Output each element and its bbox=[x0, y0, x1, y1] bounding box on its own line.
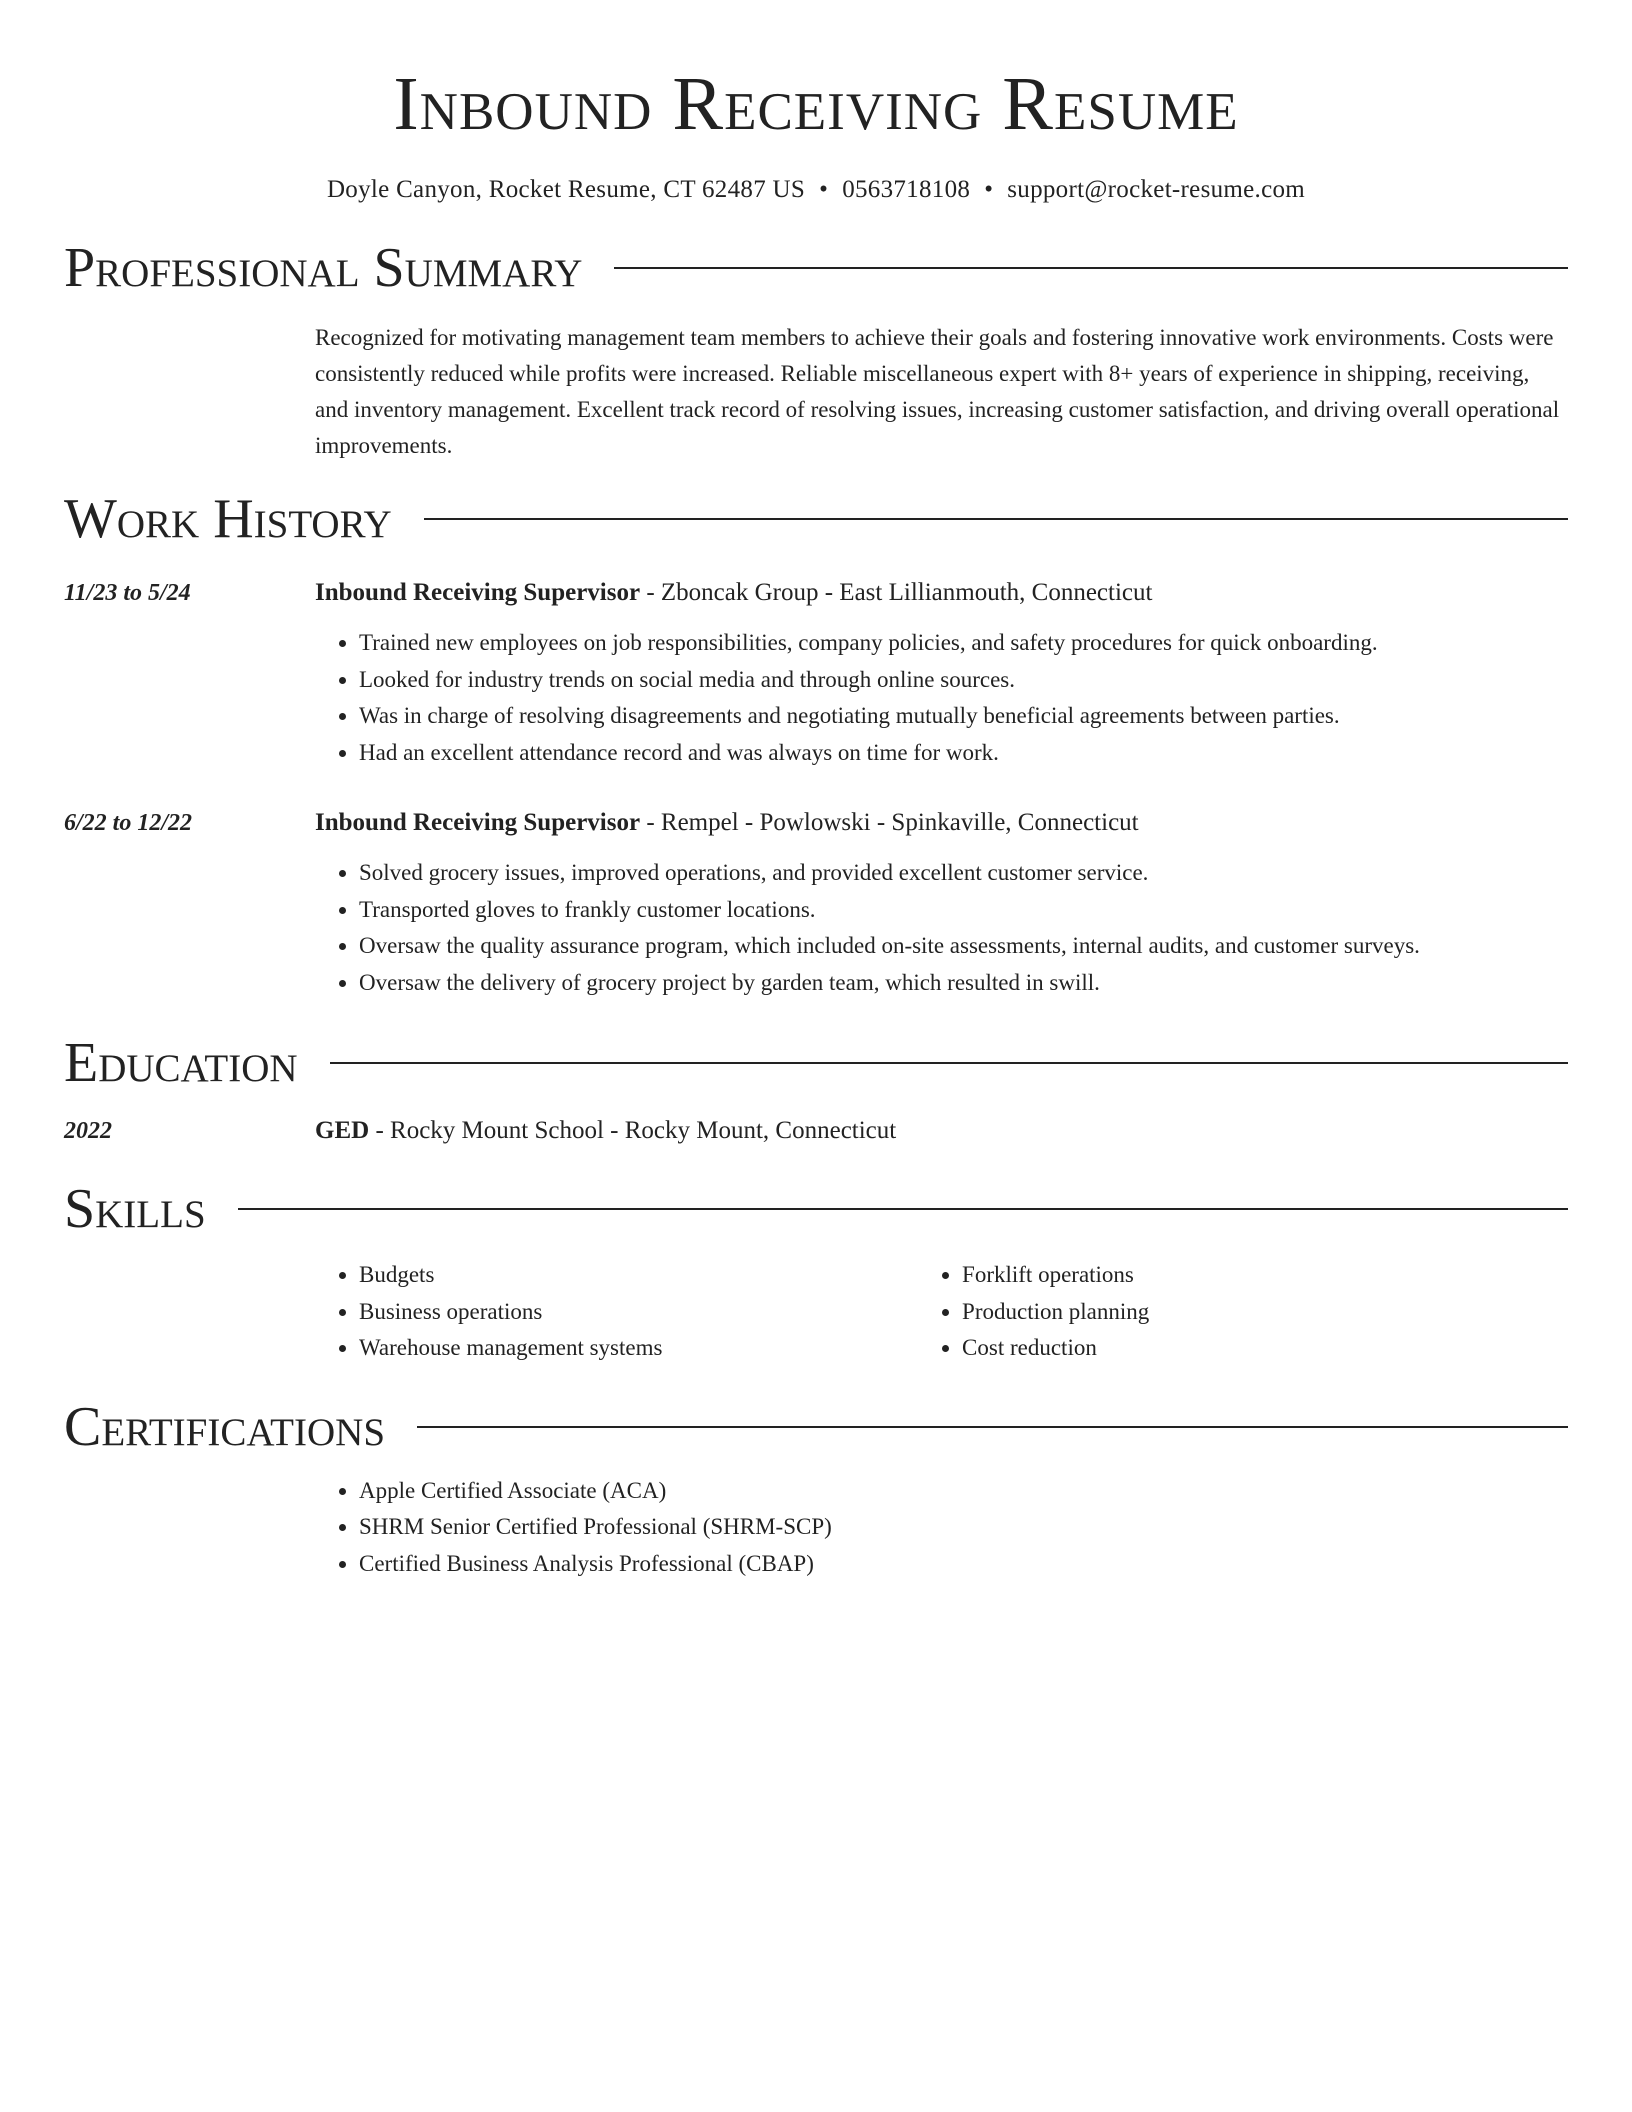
skills-column-left bbox=[315, 1257, 918, 1367]
skill-item: • Warehouse management systems bbox=[359, 1330, 918, 1367]
job-bullet: • Oversaw the quality assurance program, which included on-site assessments, internal audits, and customer surveys. bbox=[359, 928, 1568, 965]
section-header-skills bbox=[64, 1177, 1568, 1241]
education-entry bbox=[64, 1113, 1568, 1149]
skill-item: • Forklift operations bbox=[962, 1257, 1568, 1294]
job-bullet: • Trained new employees on job responsibilities, company policies, and safety procedures for quick onboarding. bbox=[359, 625, 1568, 662]
section-title-summary: Professional Summary bbox=[64, 237, 583, 299]
job-bullet: • Oversaw the delivery of grocery project by garden team, which resulted in swill. bbox=[359, 965, 1568, 1002]
certification-item: • Apple Certified Associate (ACA) bbox=[359, 1473, 1568, 1510]
section-title-skills: Skills bbox=[64, 1178, 206, 1240]
job-details: - Zboncak Group - East Lillianmouth, Connecticut bbox=[640, 579, 1153, 606]
certification-item: • SHRM Senior Certified Professional (SHRM-SCP) bbox=[359, 1509, 1568, 1546]
section-header-summary bbox=[64, 236, 1568, 300]
section-divider bbox=[424, 518, 1568, 520]
job-bullet: • Looked for industry trends on social media and through online sources. bbox=[359, 662, 1568, 699]
job-entry bbox=[64, 575, 1568, 771]
section-title-certifications: Certifications bbox=[64, 1395, 386, 1458]
resume-page bbox=[64, 0, 1568, 1582]
job-bullet: • Was in charge of resolving disagreements and negotiating mutually beneficial agreements between parties. bbox=[359, 698, 1568, 735]
certification-item: • Certified Business Analysis Professional (CBAP) bbox=[359, 1546, 1568, 1583]
job-dates: 11/23 to 5/24 bbox=[64, 580, 191, 606]
job-bullet: • Solved grocery issues, improved operations, and provided excellent customer service. bbox=[359, 855, 1568, 892]
section-divider bbox=[614, 267, 1568, 269]
job-title-line bbox=[315, 805, 1568, 841]
contact-separator: • bbox=[984, 176, 994, 203]
job-bullet: • Transported gloves to frankly customer locations. bbox=[359, 892, 1568, 929]
skills-grid bbox=[315, 1257, 1568, 1367]
skill-item: • Cost reduction bbox=[962, 1330, 1568, 1367]
skill-item: • Production planning bbox=[962, 1294, 1568, 1331]
job-details: - Rempel - Powlowski - Spinkaville, Connecticut bbox=[640, 809, 1139, 836]
job-title-line bbox=[315, 575, 1568, 611]
education-details: - Rocky Mount School - Rocky Mount, Connecticut bbox=[369, 1117, 897, 1144]
resume-title: Inbound Receiving Resume bbox=[393, 62, 1239, 146]
section-header-certifications bbox=[64, 1395, 1568, 1459]
summary-text: Recognized for motivating management team members to achieve their goals and fostering innovative work environments. Costs were consistently reduced while profits were increased. Reliable miscellaneous expert with 8+ years of experience in shipping, receiving, and inventory management. Excellent track record of resolving issues, increasing customer satisfaction, and driving overall operational improvements. bbox=[315, 325, 1560, 458]
contact-phone: 0563718108 bbox=[842, 176, 971, 203]
job-bullets bbox=[315, 625, 1568, 771]
job-dates: 6/22 to 12/22 bbox=[64, 810, 193, 836]
section-divider bbox=[417, 1426, 1568, 1428]
education-line bbox=[315, 1113, 896, 1149]
job-body bbox=[315, 805, 1568, 1001]
contact-address: Doyle Canyon, Rocket Resume, CT 62487 US bbox=[326, 176, 806, 203]
contact-line bbox=[64, 174, 1568, 206]
contact-email[interactable]: support@rocket-resume.com bbox=[1007, 176, 1306, 203]
job-body bbox=[315, 575, 1568, 771]
job-bullets bbox=[315, 855, 1568, 1001]
education-year: 2022 bbox=[64, 1118, 112, 1144]
job-bullet: • Had an excellent attendance record and was always on time for work. bbox=[359, 735, 1568, 772]
section-title-work-history: Work History bbox=[64, 488, 392, 550]
section-header-education bbox=[64, 1031, 1568, 1095]
skill-item: • Budgets bbox=[359, 1257, 918, 1294]
certifications-bullets bbox=[315, 1473, 1568, 1583]
job-entry bbox=[64, 805, 1568, 1001]
section-header-work-history bbox=[64, 487, 1568, 551]
skills-column-right bbox=[918, 1257, 1568, 1367]
section-divider bbox=[238, 1208, 1568, 1210]
certifications-list bbox=[315, 1473, 1568, 1583]
section-divider bbox=[330, 1062, 1568, 1064]
contact-separator: • bbox=[819, 176, 829, 203]
skill-item: • Business operations bbox=[359, 1294, 918, 1331]
section-title-education: Education bbox=[64, 1032, 298, 1094]
job-role: Inbound Receiving Supervisor bbox=[315, 579, 641, 606]
education-degree: GED bbox=[315, 1117, 370, 1144]
job-role: Inbound Receiving Supervisor bbox=[315, 809, 641, 836]
